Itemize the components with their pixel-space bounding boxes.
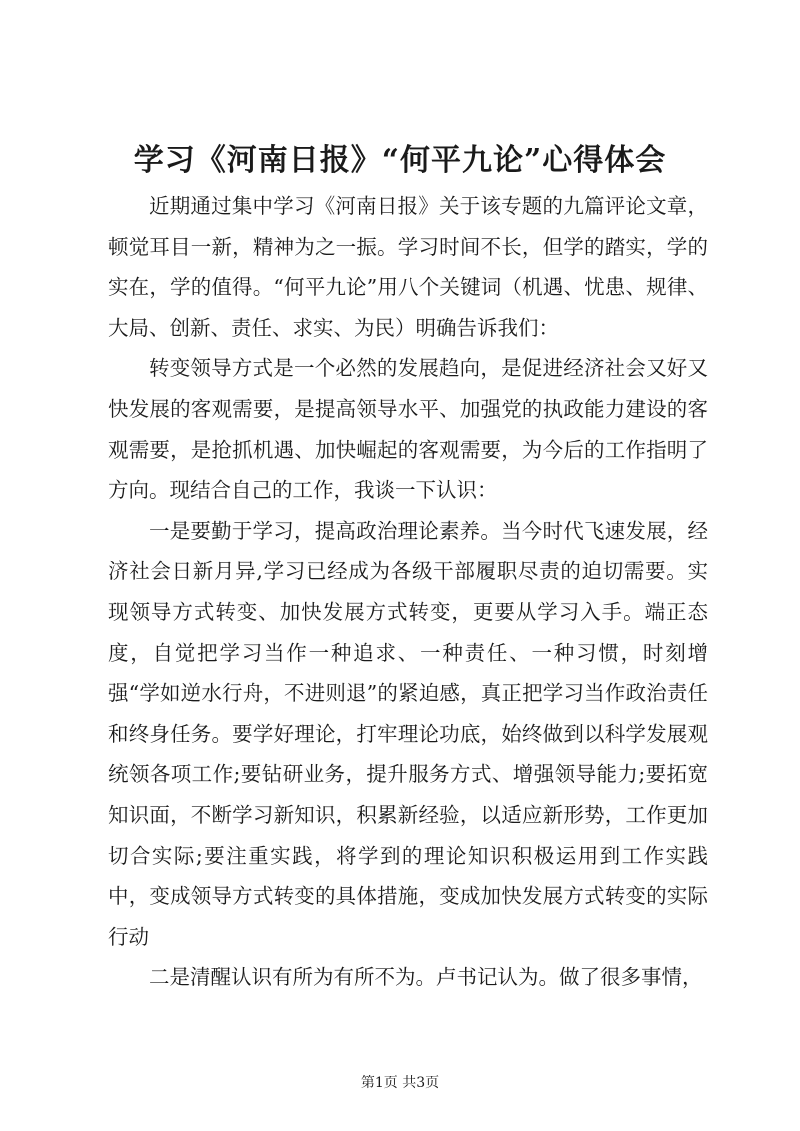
document-title: 学习《河南日报》“何平九论”心得体会: [133, 143, 667, 178]
document-body: [108, 186, 708, 998]
page-number-footer: 第1页 共3页: [360, 1075, 440, 1091]
paragraph-intro: 近期通过集中学习《河南日报》关于该专题的九篇评论文章，顿觉耳目一新，精神为之一振。学习时间不长，但学的踏实，学的实在，学的值得。“何平九论”用八个关键词（机遇、忧患、规律、大局、创新、责任、求实、为民）明确告诉我们：: [108, 194, 708, 340]
paragraph-point-one: 一是要勤于学习，提高政治理论素养。当今时代飞速发展，经济社会日新月异,学习已经成为各级干部履职尽责的迫切需要。实现领导方式转变、加快发展方式转变，更要从学习入手。端正态度，自觉把学习当作一种追求、一种责任、一种习惯，时刻增强“学如逆水行舟，不进则退”的紧迫感，真正把学习当作政治责任和终身任务。要学好理论，打牢理论功底，始终做到以科学发展观统领各项工作;要钻研业务，提升服务方式、增强领导能力;要拓宽知识面，不断学习新知识，积累新经验，以适应新形势，工作更加切合实际;要注重实践，将学到的理论知识积极运用到工作实践中，变成领导方式转变的具体措施，变成加快发展方式转变的实际行动: [108, 518, 708, 949]
paragraph-leadership-change: 转变领导方式是一个必然的发展趋向，是促进经济社会又好又快发展的客观需要，是提高领导水平、加强党的执政能力建设的客观需要，是抢抓机遇、加快崛起的客观需要，为今后的工作指明了方向。现结合自己的工作，我谈一下认识：: [108, 356, 708, 503]
paragraph-point-two: 二是清醒认识有所为有所不为。卢书记认为。做了很多事情，: [149, 965, 703, 990]
